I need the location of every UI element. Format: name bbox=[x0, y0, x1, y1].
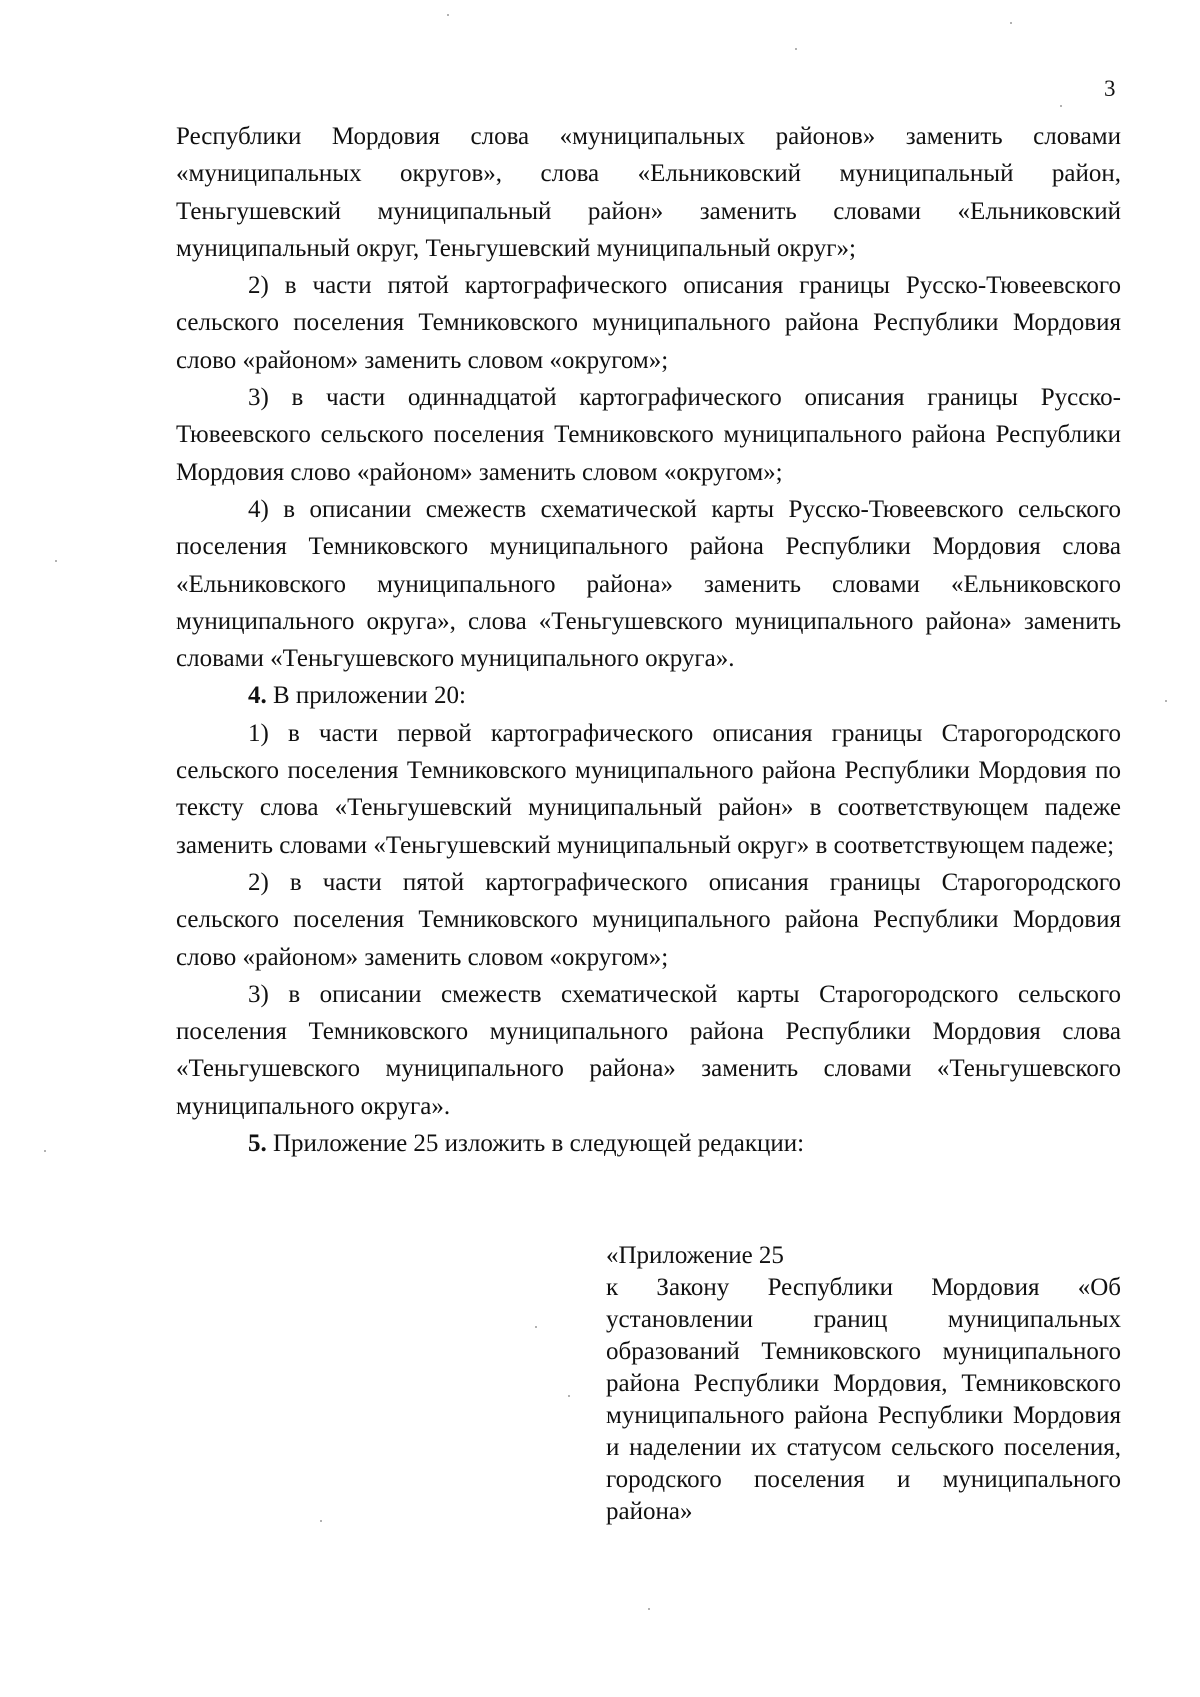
scan-speck bbox=[44, 1150, 46, 1152]
document-body bbox=[176, 118, 1121, 1162]
section-text: В приложении 20: bbox=[266, 682, 466, 710]
scan-speck bbox=[1165, 700, 1167, 702]
paragraph: 2) в части пятой картографического описания границы Русско-Тювеевского сельского поселения Темниковского муниципального района Республики Мордовия слово «районом» заменить словом «округом»; bbox=[176, 272, 1121, 374]
section-heading bbox=[176, 677, 1121, 714]
scan-speck bbox=[568, 1395, 570, 1397]
section-number: 5. bbox=[248, 1130, 267, 1158]
scan-speck bbox=[795, 48, 797, 50]
section-text: Приложение 25 изложить в следующей редакции: bbox=[266, 1130, 805, 1158]
scan-speck bbox=[55, 560, 57, 562]
section-heading bbox=[176, 1125, 1121, 1162]
paragraph: 2) в части пятой картографического описания границы Старогородского сельского поселения Темниковского муниципального района Республики Мордовия слово «районом» заменить словом «округом»; bbox=[176, 868, 1121, 971]
scan-speck bbox=[447, 14, 449, 16]
scan-speck bbox=[648, 1608, 650, 1610]
paragraph: 3) в части одиннадцатой картографического описания границы Русско-Тювеевского сельского поселения Темниковского муниципального района Республики Мордовия слово «районом» заменить словом «округом»; bbox=[176, 384, 1121, 486]
appendix-header bbox=[606, 1240, 1121, 1528]
scan-speck bbox=[320, 1520, 322, 1522]
paragraph: Республики Мордовия слова «муниципальных районов» заменить словами «муниципальных округов», слова «Ельниковский муниципальный район, Теньгушевский муниципальный район» заменить словами «Ельниковский муниципальный округ, Теньгушевский муниципальный округ»; bbox=[176, 123, 1121, 262]
appendix-title: «Приложение 25 bbox=[606, 1242, 784, 1269]
paragraph: 4) в описании смежеств схематической карты Русско-Тювеевского сельского поселения Темниковского муниципального района Республики Мордовия слова «Ельниковского муниципального района» заменить словами «Ельниковского муниципального округа», слова «Теньгушевского муниципального района» заменить словами «Теньгушевского муниципального округа». bbox=[176, 495, 1121, 673]
section-number: 4. bbox=[248, 682, 267, 710]
paragraph: 3) в описании смежеств схематической карты Старогородского сельского поселения Темниковского муниципального района Республики Мордовия слова «Теньгушевского муниципального района» заменить словами «Теньгушевского муниципального округа». bbox=[176, 980, 1121, 1120]
paragraph: 1) в части первой картографического описания границы Старогородского сельского поселения Темниковского муниципального района Республики Мордовия по тексту слова «Теньгушевский муниципальный район» в соответствующем падеже заменить словами «Теньгушевский муниципальный округ» в соответствующем падеже; bbox=[176, 719, 1121, 859]
appendix-text: к Закону Республики Мордовия «Об установлении границ муниципальных образований Темниковского муниципального района Республики Мордовия, Темниковского муниципального района Республики Мордовия и наделении их статусом сельского поселения, городского поселения и муниципального района» bbox=[606, 1274, 1121, 1525]
scan-speck bbox=[1010, 22, 1012, 24]
scan-speck bbox=[535, 1326, 537, 1328]
scan-speck bbox=[1060, 105, 1062, 107]
page-number: 3 bbox=[1104, 76, 1116, 101]
